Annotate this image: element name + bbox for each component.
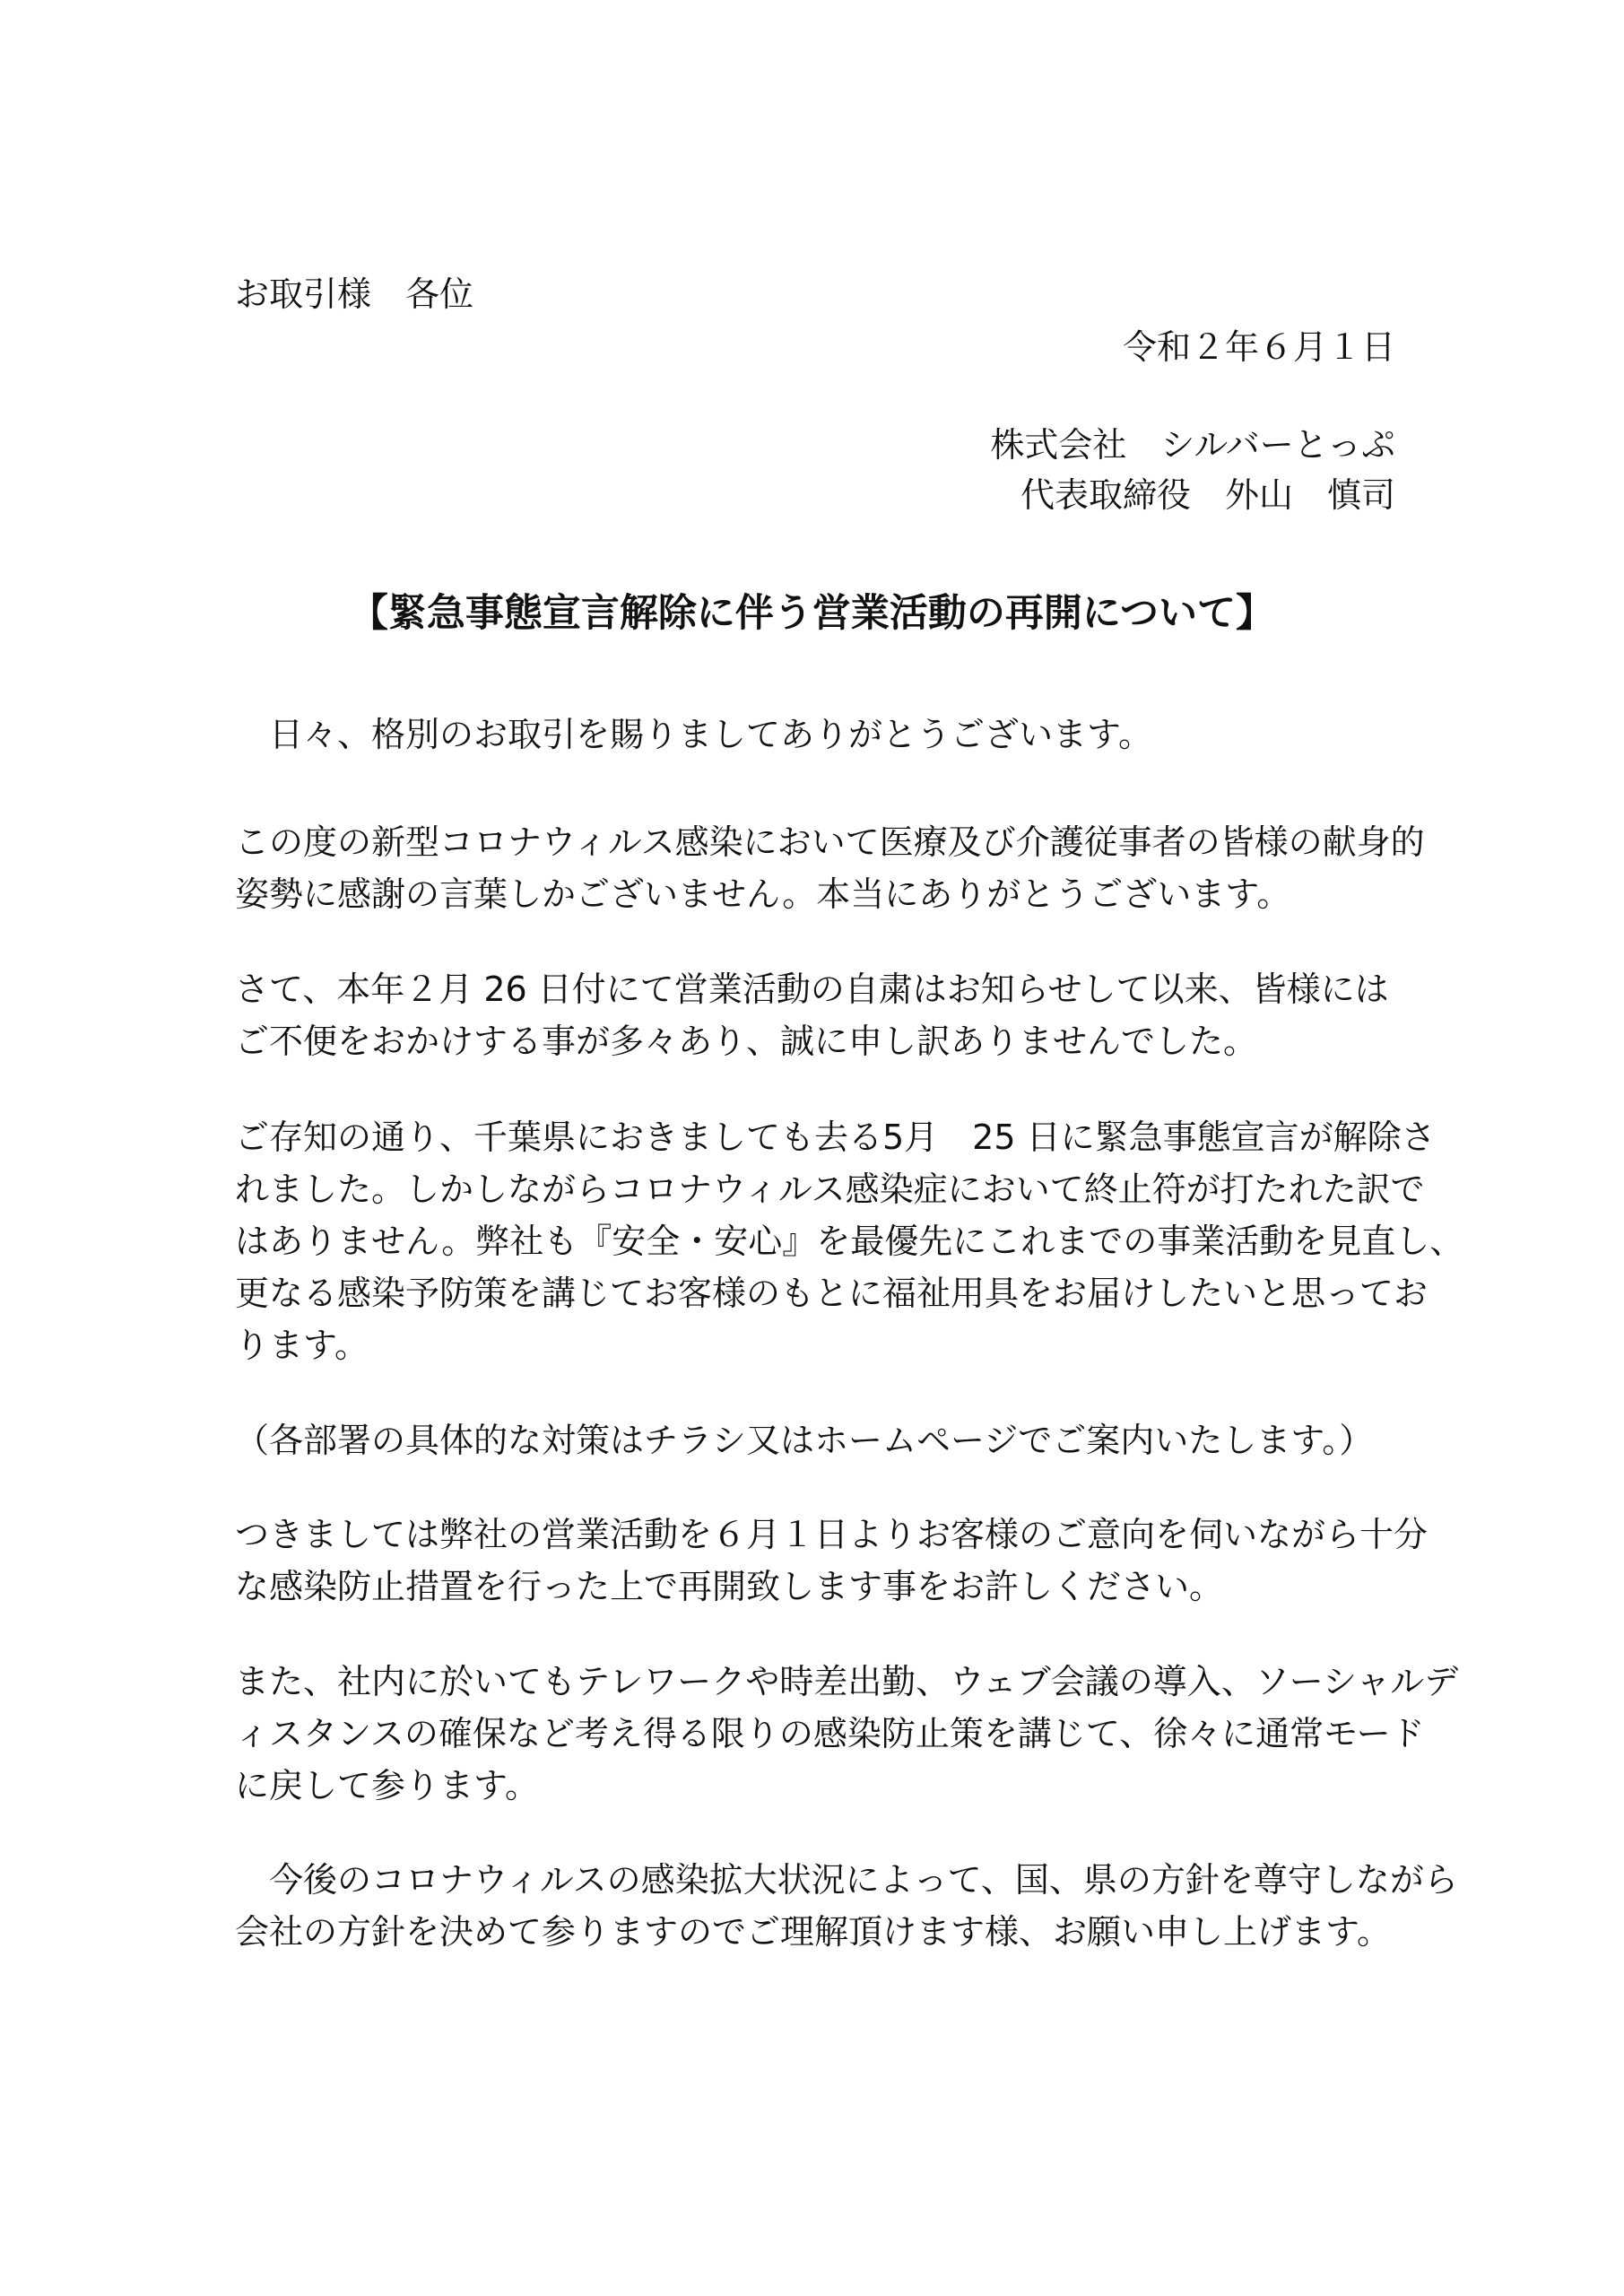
paragraph-7-line-3: に戻して参ります。	[235, 1766, 539, 1805]
paragraph-6-line-2: な感染防止措置を行った上で再開致します事をお許しください。	[235, 1567, 1224, 1606]
paragraph-7-line-2: ィスタンスの確保など考え得る限りの感染防止策を講じて、徐々に通常モード	[235, 1714, 1425, 1753]
letter-title: 【緊急事態宣言解除に伴う営業活動の再開について】	[349, 591, 1275, 636]
paragraph-7-line-1: また、社内に於いてもテレワークや時差出勤、ウェブ会議の導入、ソーシャルデ	[235, 1662, 1459, 1701]
paragraph-3-line-1: さて、本年２月 26 日付にて営業活動の自粛はお知らせして以来、皆様には	[235, 970, 1389, 1009]
paragraph-2-line-2: 姿勢に感謝の言葉しかございません。本当にありがとうございます。	[235, 874, 1291, 914]
company-name: 株式会社 シルバーとっぷ	[990, 425, 1395, 465]
paragraph-4-line-3: はありません。弊社も『安全・安心』を最優先にこれまでの事業活動を見直し、	[235, 1222, 1464, 1261]
paragraph-4-line-5: ります。	[235, 1326, 369, 1365]
recipient: お取引様 各位	[235, 274, 474, 314]
paragraph-3-line-2: ご不便をおかけする事が多々あり、誠に申し訳ありませんでした。	[235, 1022, 1258, 1061]
letter-date: 令和２年６月１日	[1122, 327, 1395, 367]
representative-name: 代表取締役 外山 慎司	[1020, 475, 1395, 515]
paragraph-5-line-1: （各部署の具体的な対策はチラシ又はホームページでご案内いたします。）	[235, 1421, 1374, 1460]
paragraph-8-line-1: 今後のコロナウィルスの感染拡大状況によって、国、県の方針を尊守しながら	[235, 1860, 1458, 1900]
paragraph-1-line-1: 日々、格別のお取引を賜りましてありがとうございます。	[235, 715, 1152, 754]
paragraph-4-line-4: 更なる感染予防策を講じてお客様のもとに福祉用具をお届けしたいと思ってお	[235, 1274, 1429, 1313]
paragraph-6-line-1: つきましては弊社の営業活動を６月１日よりお客様のご意向を伺いながら十分	[235, 1515, 1429, 1554]
paragraph-4-line-1: ご存知の通り、千葉県におきましても去る5月 25 日に緊急事態宣言が解除さ	[235, 1118, 1436, 1157]
paragraph-2-line-1: この度の新型コロナウィルス感染において医療及び介護従事者の皆様の献身的	[235, 822, 1425, 862]
paragraph-4-line-2: れました。しかしながらコロナウィルス感染症において終止符が打たれた訳で	[235, 1170, 1425, 1209]
paragraph-8-line-2: 会社の方針を決めて参りますのでご理解頂けます様、お願い申し上げます。	[235, 1912, 1391, 1952]
